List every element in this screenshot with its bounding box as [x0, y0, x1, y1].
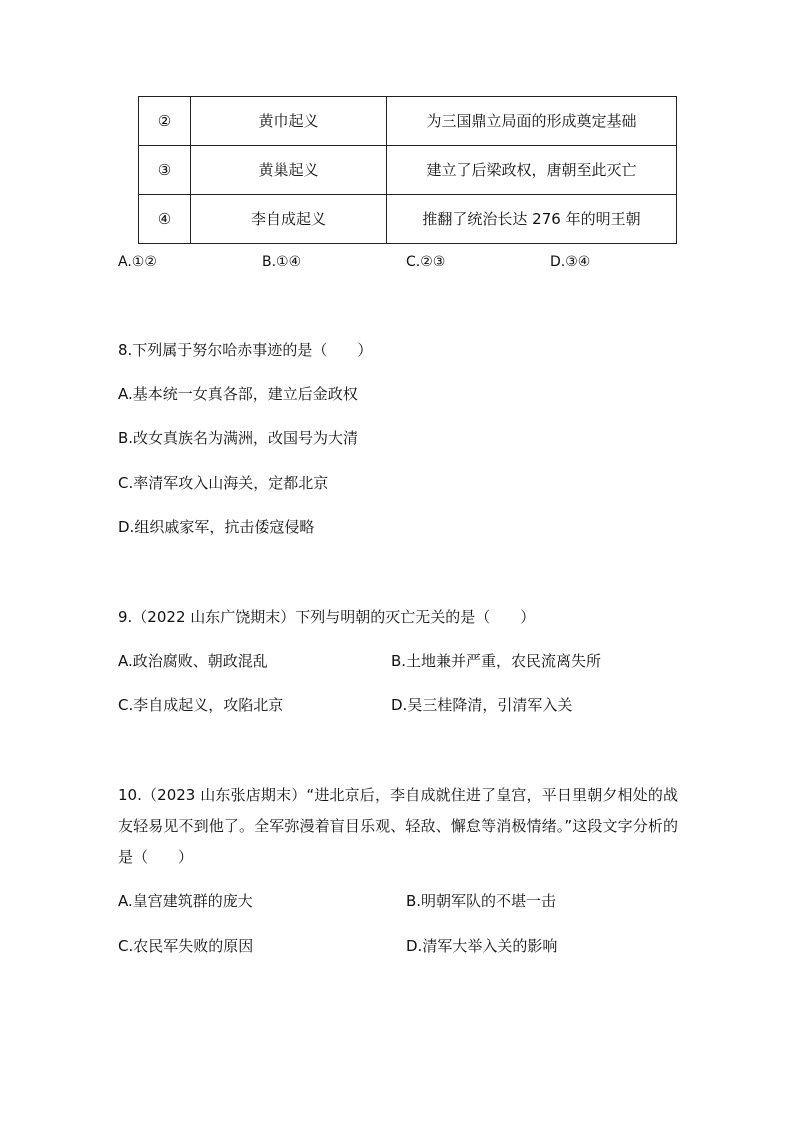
q10-option-b: B.明朝军队的不堪一击	[406, 892, 557, 910]
row-result: 为三国鼎立局面的形成奠定基础	[387, 97, 677, 146]
row-result: 建立了后梁政权，唐朝至此灭亡	[387, 146, 677, 195]
q10-stem: 10.（2023 山东张店期末）“进北京后，李自成就住进了皇宫，平日里朝夕相处的战友轻易见不到他了。全军弥漫着盲目乐观、轻敌、懈怠等消极情绪。”这段文字分析的是（ ）	[118, 786, 678, 866]
row-number: ③	[139, 146, 191, 195]
q8-stem: 8.下列属于努尔哈赤事迹的是（ ）	[118, 341, 373, 359]
q8-option-d: D.组织戚家军，抗击倭寇侵略	[118, 518, 315, 536]
q8-option-b: B.改女真族名为满洲，改国号为大清	[118, 429, 359, 447]
row-number: ②	[139, 97, 191, 146]
q7-option-a: A.①②	[118, 254, 157, 270]
q8-option-a: A.基本统一女真各部，建立后金政权	[118, 385, 358, 403]
q10-option-c: C.农民军失败的原因	[118, 937, 254, 955]
q10-option-d: D.清军大举入关的影响	[406, 937, 558, 955]
q9-option-a: A.政治腐败、朝政混乱	[118, 652, 268, 670]
uprising-table	[138, 96, 677, 244]
table-row	[139, 146, 677, 195]
q7-option-b: B.①④	[262, 254, 302, 270]
table-row	[139, 195, 677, 244]
row-result: 推翻了统治长达 276 年的明王朝	[387, 195, 677, 244]
row-event: 黄巾起义	[191, 97, 387, 146]
q7-option-c: C.②③	[406, 254, 446, 270]
q9-option-c: C.李自成起义，攻陷北京	[118, 696, 284, 714]
row-event: 李自成起义	[191, 195, 387, 244]
q7-options	[118, 252, 718, 272]
q8-option-c: C.率清军攻入山海关，定都北京	[118, 474, 329, 492]
q9-option-d: D.吴三桂降清，引清军入关	[391, 696, 573, 714]
q10-option-a: A.皇宫建筑群的庞大	[118, 892, 253, 910]
row-event: 黄巢起义	[191, 146, 387, 195]
q9-option-b: B.土地兼并严重，农民流离失所	[391, 652, 602, 670]
row-number: ④	[139, 195, 191, 244]
q7-option-d: D.③④	[550, 254, 591, 270]
table-row	[139, 97, 677, 146]
q9-stem: 9.（2022 山东广饶期末）下列与明朝的灭亡无关的是（ ）	[118, 608, 536, 626]
